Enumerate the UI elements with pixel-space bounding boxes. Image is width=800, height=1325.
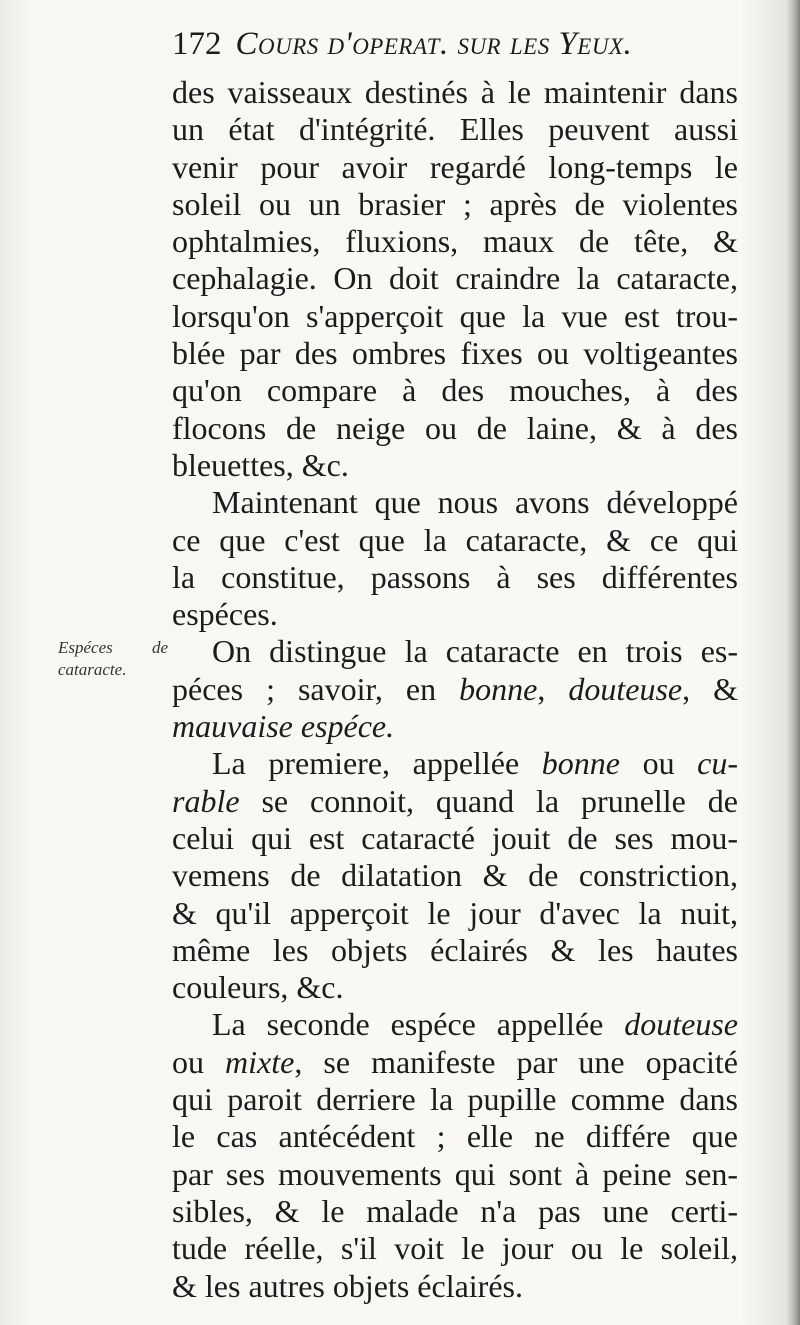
italic-term: douteuse bbox=[568, 670, 683, 707]
margin-note-line: cataracte. bbox=[58, 660, 127, 679]
text-line: sibles, & le malade n'a pas une certi- bbox=[172, 1192, 738, 1229]
text-line: celui qui est cataracté jouit de ses mou- bbox=[172, 819, 738, 856]
text-run: La seconde espéce appellée bbox=[212, 1006, 625, 1043]
text-line: blée par des ombres fixes ou voltigeantes bbox=[172, 335, 738, 372]
text-run: ou bbox=[619, 745, 698, 782]
margin-note bbox=[58, 637, 178, 681]
italic-term: bonne bbox=[459, 670, 538, 707]
text-line: bleuettes, &c. bbox=[172, 446, 349, 483]
text-run: , se manifeste par une opacité bbox=[294, 1043, 739, 1080]
page-header bbox=[172, 22, 738, 66]
text-line bbox=[172, 671, 738, 708]
text-line: vemens de dilatation & de constriction, bbox=[172, 857, 738, 894]
body-text bbox=[172, 74, 738, 1305]
text-line bbox=[172, 1044, 738, 1081]
text-line: couleurs, &c. bbox=[172, 969, 344, 1006]
italic-term: mixte bbox=[225, 1043, 295, 1080]
text-line bbox=[172, 708, 738, 745]
text-line: le cas antécédent ; elle ne différe que bbox=[172, 1118, 738, 1155]
page-gutter-shadow bbox=[786, 0, 800, 1325]
italic-term: cu- bbox=[697, 745, 738, 782]
text-line: lorsqu'on s'apperçoit que la vue est trou- bbox=[172, 297, 738, 334]
text-run: , bbox=[537, 670, 569, 707]
text-line: tude réelle, s'il voit le jour ou le soleil, bbox=[172, 1230, 738, 1267]
text-line: & les autres objets éclairés. bbox=[172, 1267, 523, 1304]
text-run: se connoit, quand la prunelle de bbox=[239, 782, 738, 819]
text-line: des vaisseaux destinés à le maintenir dans bbox=[172, 74, 738, 110]
text-line: qui paroit derriere la pupille comme dans bbox=[172, 1081, 738, 1118]
text-run: , & bbox=[682, 670, 739, 707]
text-line: même les objets éclairés & les hautes bbox=[172, 931, 738, 968]
text-line: flocons de neige ou de laine, & à des bbox=[172, 409, 738, 446]
text-line: & qu'il apperçoit le jour d'avec la nuit, bbox=[172, 894, 738, 931]
running-title: Cours d'operat. sur les Yeux. bbox=[235, 26, 633, 62]
text-run: La premiere, appellée bbox=[212, 745, 542, 782]
text-line: venir pour avoir regardé long-temps le bbox=[172, 148, 738, 185]
text-line: ce que c'est que la cataracte, & ce qui bbox=[172, 521, 738, 558]
text-line: ophtalmies, fluxions, maux de tête, & bbox=[172, 223, 738, 260]
text-run: péces ; savoir, en bbox=[172, 670, 460, 707]
text-line bbox=[172, 783, 738, 820]
text-line: espéces. bbox=[172, 596, 278, 633]
text-line: qu'on compare à des mouches, à des bbox=[172, 372, 738, 409]
text-line: cephalagie. On doit craindre la cataracte, bbox=[172, 260, 738, 297]
italic-term: douteuse bbox=[624, 1006, 738, 1043]
text-line: On distingue la cataracte en trois es- bbox=[212, 633, 738, 670]
text-line bbox=[172, 1006, 738, 1043]
text-line: un état d'intégrité. Elles peuvent aussi bbox=[172, 111, 738, 148]
text-line: Maintenant que nous avons développé bbox=[212, 484, 738, 521]
italic-term: bonne bbox=[541, 745, 620, 782]
text-line: la constitue, passons à ses différentes bbox=[172, 558, 738, 595]
text-line: soleil ou un brasier ; après de violentes bbox=[172, 185, 738, 222]
italic-term: mauvaise espéce. bbox=[172, 708, 395, 745]
text-run: ou bbox=[172, 1043, 226, 1080]
italic-term: rable bbox=[172, 782, 240, 819]
page-number: 172 bbox=[172, 26, 222, 62]
text-line bbox=[172, 745, 738, 782]
text-line: par ses mouvements qui sont à peine sen- bbox=[172, 1155, 738, 1192]
margin-note-line: Espéces de bbox=[58, 638, 168, 657]
